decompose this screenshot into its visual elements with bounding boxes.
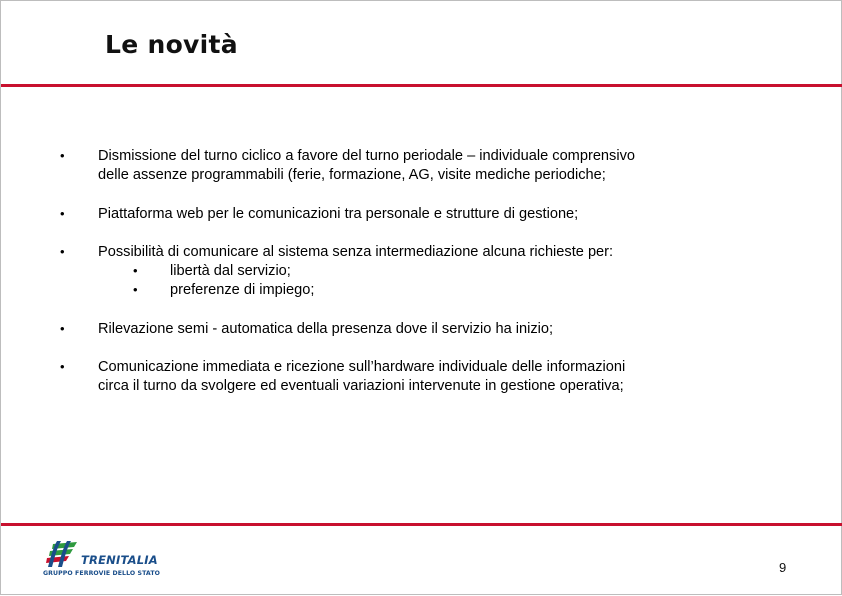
bullet-marker: • xyxy=(60,206,65,221)
sub-bullet-marker: • xyxy=(133,282,138,297)
bullet-line: Rilevazione semi - automatica della presenza dove il servizio ha inizio; xyxy=(98,321,554,337)
bullet-marker: • xyxy=(60,321,65,336)
bullet-text xyxy=(98,358,798,395)
bullet-line: delle assenze programmabili (ferie, formazione, AG, visite mediche periodiche; xyxy=(98,166,606,183)
bullet-marker: • xyxy=(60,148,65,163)
bullet-text xyxy=(98,205,798,224)
sub-bullet-text: preferenze di impiego; xyxy=(170,282,315,298)
bullet-list xyxy=(1,1,842,596)
bullet-marker: • xyxy=(60,359,65,374)
page-number: 9 xyxy=(779,560,787,575)
bullet-text xyxy=(98,147,798,184)
bullet-line: Piattaforma web per le comunicazioni tra personale e strutture di gestione; xyxy=(98,206,579,222)
trenitalia-logo xyxy=(43,538,203,582)
fs-trenitalia-logo-icon xyxy=(43,538,83,570)
bullet-line: Comunicazione immediata e ricezione sull’hardware individuale delle informazioni xyxy=(98,359,626,375)
bottom-divider xyxy=(1,523,842,526)
logo-subtitle: GRUPPO FERROVIE DELLO STATO xyxy=(43,570,161,577)
bullet-line: Dismissione del turno ciclico a favore del turno periodale – individuale comprensivo xyxy=(98,148,636,164)
slide-title: Le novità xyxy=(105,30,238,59)
bullet-line: circa il turno da svolgere ed eventuali variazioni intervenute in gestione operativa; xyxy=(98,377,624,394)
bullet-text xyxy=(98,243,798,262)
bullet-marker: • xyxy=(60,244,65,259)
sub-bullet-text: libertà dal servizio; xyxy=(170,263,291,279)
logo-wordmark: TRENITALIA xyxy=(81,553,158,567)
bullet-line: Possibilità di comunicare al sistema senza intermediazione alcuna richieste per: xyxy=(98,244,614,260)
sub-bullet-marker: • xyxy=(133,263,138,278)
bullet-text xyxy=(98,320,798,339)
